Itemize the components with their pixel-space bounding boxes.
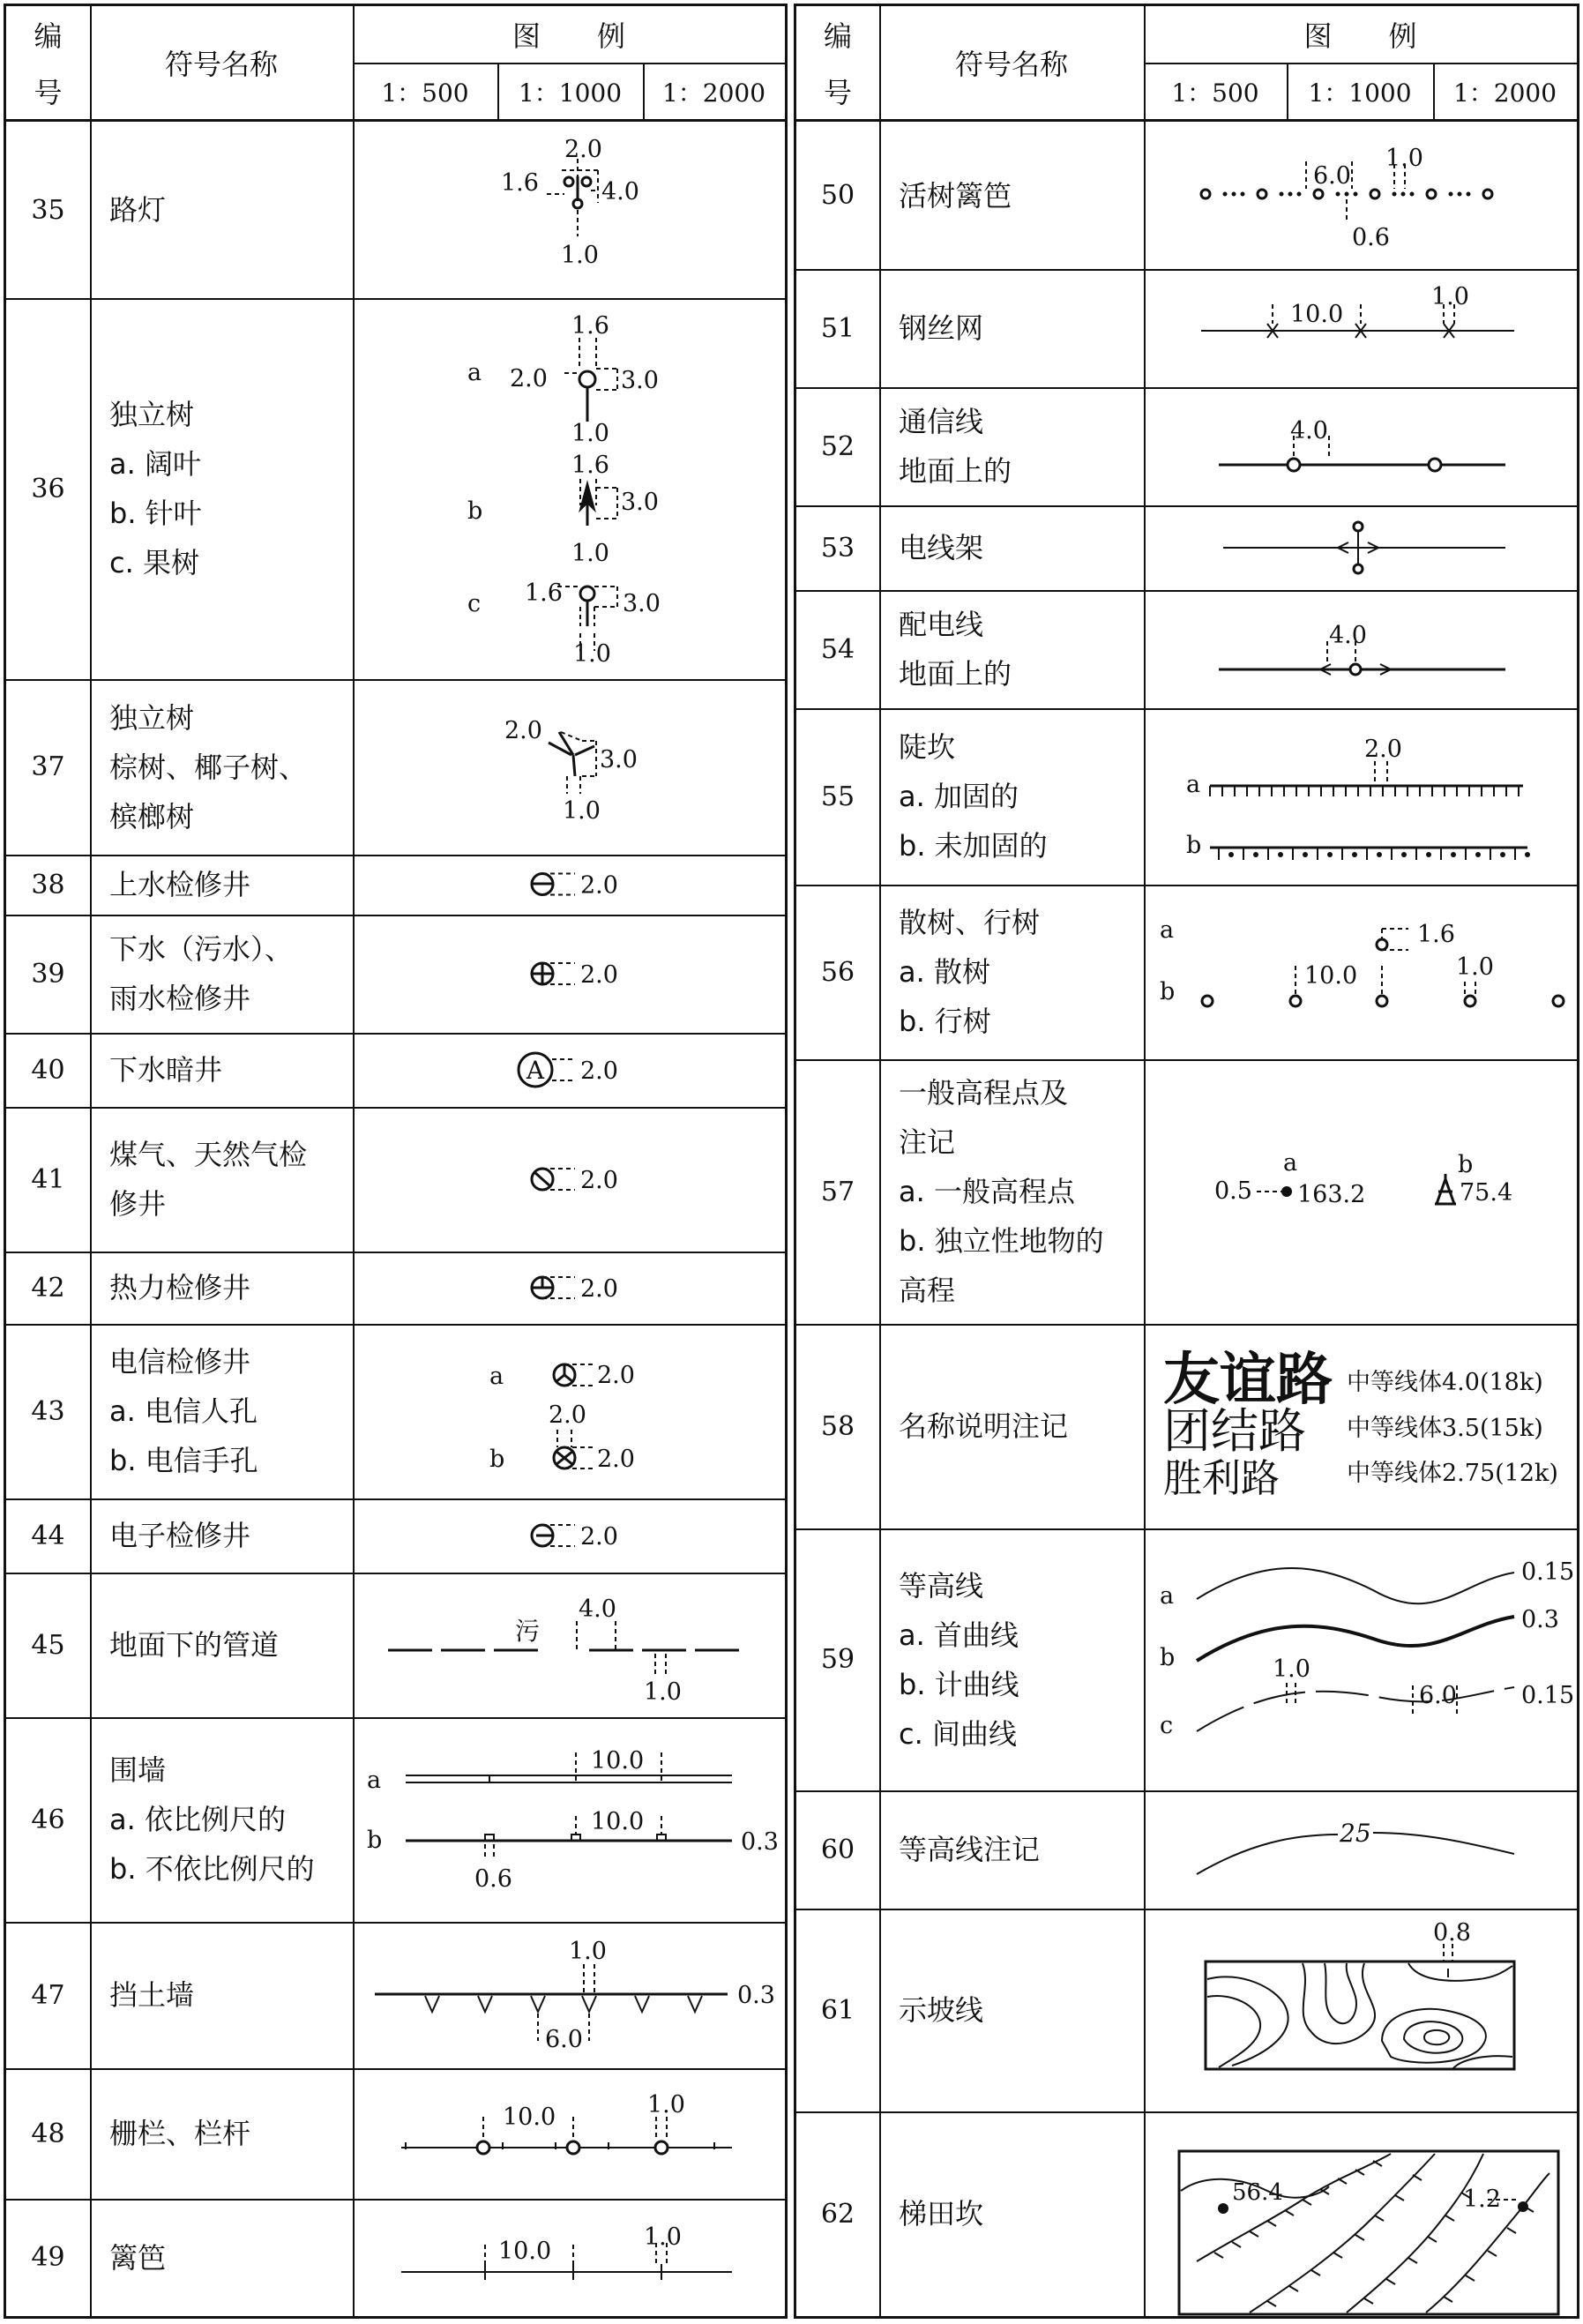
symbol-figure-46 xyxy=(353,1717,785,1922)
row-name-line: a. 电信人孔 xyxy=(109,1394,258,1428)
symbol-svg xyxy=(353,2199,785,2316)
row-name-line: b. 电信手孔 xyxy=(109,1444,258,1477)
symbol-svg xyxy=(1144,387,1577,505)
row-name-line: 名称说明注记 xyxy=(899,1409,1069,1443)
dimension-label: 10.0 xyxy=(1304,962,1358,990)
symbol-figure-58 xyxy=(1144,1324,1577,1528)
row-symbol-name xyxy=(879,505,1144,590)
size-label: 2.0 xyxy=(580,1057,618,1085)
header-symbol-name: 符号名称 xyxy=(954,48,1068,81)
header-number-bottom: 号 xyxy=(34,76,63,109)
dimension-label: 0.3 xyxy=(737,1982,775,2009)
row-name-line: b. 计曲线 xyxy=(899,1667,1019,1701)
symbol-figure-36 xyxy=(353,298,785,679)
annotation-sample: 胜利路 xyxy=(1163,1456,1280,1501)
row-name-line: b. 行树 xyxy=(899,1005,991,1038)
dimension-label: 10.0 xyxy=(1290,301,1344,328)
annotation-desc: 中等线体4.0(18k) xyxy=(1347,1369,1543,1396)
symbol-figure-47 xyxy=(353,1922,785,2068)
dimension-label: 2.0 xyxy=(510,365,548,392)
row-name-line: 下水暗井 xyxy=(109,1053,223,1087)
left-table-header xyxy=(6,6,785,122)
row-name-line: 路灯 xyxy=(109,193,167,227)
header-scale-1000: 1：1000 xyxy=(518,78,623,108)
row-symbol-name xyxy=(90,679,353,855)
row-name-line: a. 阔叶 xyxy=(109,447,201,481)
symbol-svg xyxy=(1144,1790,1577,1909)
symbol-figure-37 xyxy=(353,679,785,855)
row-number: 43 xyxy=(31,1395,65,1427)
row-number: 45 xyxy=(31,1629,65,1661)
row-number: 54 xyxy=(820,633,855,665)
symbol-svg xyxy=(353,1324,785,1498)
symbol-svg xyxy=(1144,1059,1577,1322)
header-scale-2000: 1：2000 xyxy=(661,78,766,108)
row-name-line: b. 不依比例尺的 xyxy=(109,1852,315,1886)
symbol-figure-52 xyxy=(1144,387,1577,505)
dimension-label: 1.0 xyxy=(1431,283,1469,310)
symbol-svg xyxy=(1144,122,1577,269)
symbol-figure-61 xyxy=(1144,1909,1577,2111)
variant-label: a xyxy=(367,1767,382,1794)
size-label: 2.0 xyxy=(597,1362,635,1389)
dimension-label: 0.15 xyxy=(1521,1558,1575,1586)
header-legend: 图 例 xyxy=(1303,19,1417,53)
row-name-line: a. 散树 xyxy=(899,955,990,989)
row-number: 51 xyxy=(820,312,855,344)
row-name-line: 雨水检修井 xyxy=(109,982,251,1015)
dimension-label: 1.0 xyxy=(1456,953,1494,981)
row-symbol-name xyxy=(90,298,353,679)
dimension-label: 1.0 xyxy=(644,2223,682,2251)
variant-label: a xyxy=(1283,1149,1298,1177)
dimension-label: 1.0 xyxy=(561,242,599,269)
dimension-label: 0.5 xyxy=(1214,1177,1252,1205)
row-symbol-name xyxy=(90,1498,353,1573)
row-number: 48 xyxy=(31,2118,65,2149)
symbol-figure-45 xyxy=(353,1573,785,1717)
row-number: 49 xyxy=(31,2242,65,2273)
variant-label: a xyxy=(1160,916,1175,944)
dimension-label: 1.0 xyxy=(563,797,601,825)
row-name-line: 篱笆 xyxy=(109,2240,167,2275)
dimension-label: 1.2 xyxy=(1463,2186,1501,2213)
row-name-line: b. 独立性地物的 xyxy=(899,1224,1104,1258)
row-number: 56 xyxy=(820,956,855,988)
symbol-svg xyxy=(353,1033,785,1107)
dimension-label: 10.0 xyxy=(591,1808,645,1835)
dimension-label: 1.0 xyxy=(1273,1655,1310,1683)
row-symbol-name xyxy=(90,122,353,298)
symbol-figure-56 xyxy=(1144,885,1577,1059)
row-name-line: 棕树、椰子树、 xyxy=(109,750,308,784)
row-symbol-name xyxy=(90,1252,353,1324)
row-name-line: 地面下的管道 xyxy=(109,1628,280,1662)
dimension-label: 3.0 xyxy=(621,489,659,516)
variant-label: a xyxy=(1186,771,1201,798)
symbol-svg xyxy=(353,1252,785,1324)
variant-label: a xyxy=(467,359,482,386)
row-number: 40 xyxy=(31,1054,65,1086)
row-symbol-name xyxy=(90,1324,353,1498)
elevation-value: 163.2 xyxy=(1297,1181,1366,1208)
dimension-label: 1.6 xyxy=(525,579,563,607)
symbol-figure-49 xyxy=(353,2199,785,2316)
symbol-figure-53 xyxy=(1144,505,1577,590)
header-scale-2000: 1：2000 xyxy=(1452,78,1557,108)
row-number: 39 xyxy=(31,958,65,990)
dimension-label: 6.0 xyxy=(1313,162,1351,190)
header-scale-1000: 1：1000 xyxy=(1308,78,1412,108)
row-name-line: 散树、行树 xyxy=(899,906,1041,939)
dimension-label: 1.0 xyxy=(571,420,609,447)
row-symbol-name xyxy=(90,855,353,915)
row-name-line: 独立树 xyxy=(109,398,195,431)
elevation-value: 75.4 xyxy=(1460,1179,1513,1207)
variant-label: b xyxy=(1186,832,1202,859)
row-name-line: 下水（污水）、 xyxy=(109,932,294,966)
row-number: 36 xyxy=(31,473,65,504)
row-number: 52 xyxy=(820,430,855,462)
symbol-svg xyxy=(353,122,785,298)
variant-label: a xyxy=(1160,1582,1175,1610)
dimension-label: 1.0 xyxy=(1385,145,1423,172)
dimension-label: 0.3 xyxy=(1521,1606,1559,1633)
row-name-line: 热力检修井 xyxy=(109,1271,251,1304)
row-name-line: c. 间曲线 xyxy=(899,1716,1017,1751)
variant-label: c xyxy=(467,590,482,617)
dimension-label: 0.8 xyxy=(1433,1919,1471,1947)
row-number: 50 xyxy=(820,180,855,211)
row-name-line: 修井 xyxy=(109,1187,167,1221)
row-name-line: 槟榔树 xyxy=(109,799,195,833)
row-number: 46 xyxy=(31,1804,65,1835)
header-number-top: 编 xyxy=(823,19,852,53)
symbol-svg xyxy=(353,2068,785,2199)
annotation-sample: 友谊路 xyxy=(1163,1347,1333,1413)
row-symbol-name xyxy=(879,1059,1144,1324)
row-symbol-name xyxy=(879,1324,1144,1528)
row-symbol-name xyxy=(879,1528,1144,1790)
symbol-figure-51 xyxy=(1144,269,1577,387)
row-name-line: 通信线 xyxy=(899,405,984,438)
dimension-label: 2.0 xyxy=(504,717,542,744)
row-name-line: 电信检修井 xyxy=(109,1345,251,1379)
row-number: 61 xyxy=(820,1994,855,2026)
row-name-line: a. 一般高程点 xyxy=(899,1175,1075,1208)
size-label: 2.0 xyxy=(580,871,618,900)
header-scale-500: 1：500 xyxy=(381,78,469,108)
symbol-figure-42 xyxy=(353,1252,785,1324)
symbol-svg xyxy=(1144,505,1577,590)
dimension-label: 0.6 xyxy=(474,1865,512,1893)
row-name-line: c. 果树 xyxy=(109,546,199,579)
row-symbol-name xyxy=(879,885,1144,1059)
row-name-line: 独立树 xyxy=(109,700,195,735)
symbol-svg xyxy=(1144,269,1577,387)
row-name-line: 配电线 xyxy=(899,608,984,641)
size-label: 2.0 xyxy=(580,1523,618,1551)
row-name-line: 电线架 xyxy=(899,531,984,564)
row-name-line: 等高线注记 xyxy=(899,1833,1041,1866)
row-number: 55 xyxy=(820,781,855,812)
dimension-label: 3.0 xyxy=(621,367,659,394)
header-number xyxy=(6,6,90,119)
symbol-svg xyxy=(353,679,785,855)
row-symbol-name xyxy=(90,1573,353,1717)
variant-label: b xyxy=(467,497,483,525)
left-table xyxy=(4,4,788,2319)
dimension-label: 6.0 xyxy=(1419,1682,1457,1709)
right-table-header xyxy=(796,6,1577,122)
dimension-label: 4.0 xyxy=(1329,622,1367,649)
row-name-line: 地面上的 xyxy=(899,454,1012,488)
row-symbol-name xyxy=(879,590,1144,708)
header-number-bottom: 号 xyxy=(823,76,852,109)
symbol-figure-60 xyxy=(1144,1790,1577,1909)
row-name-line: a. 依比例尺的 xyxy=(109,1803,286,1836)
row-name-line: 地面上的 xyxy=(899,657,1012,691)
row-name-line: a. 加固的 xyxy=(899,780,1019,813)
symbol-figure-59 xyxy=(1144,1528,1577,1790)
row-name-line: 注记 xyxy=(899,1125,956,1159)
row-symbol-name xyxy=(879,122,1144,269)
pipe-label: 污 xyxy=(515,1617,541,1646)
dimension-label: 2.0 xyxy=(564,136,602,163)
row-name-line: b. 针叶 xyxy=(109,497,202,530)
size-label: 2.0 xyxy=(597,1446,635,1473)
row-name-line: 挡土墙 xyxy=(109,1978,195,2012)
dimension-label: 10.0 xyxy=(591,1747,645,1775)
row-name-line: 围墙 xyxy=(109,1753,167,1787)
dimension-label: 1.6 xyxy=(1417,921,1455,948)
dimension-label: 0.3 xyxy=(741,1828,779,1856)
dimension-label: 0.15 xyxy=(1521,1682,1575,1709)
dimension-label: 10.0 xyxy=(503,2104,556,2131)
dimension-label: 2.0 xyxy=(549,1401,586,1429)
symbol-figure-41 xyxy=(353,1107,785,1252)
symbol-svg xyxy=(353,1573,785,1717)
row-name-line: 等高线 xyxy=(899,1568,984,1603)
symbol-svg xyxy=(1144,1909,1577,2111)
row-number: 59 xyxy=(820,1644,855,1675)
symbol-figure-39 xyxy=(353,915,785,1033)
row-number: 47 xyxy=(31,1979,65,2011)
row-name-line: 一般高程点及 xyxy=(899,1076,1069,1110)
row-symbol-name xyxy=(879,708,1144,885)
variant-label: c xyxy=(1160,1712,1174,1739)
row-symbol-name xyxy=(90,1107,353,1252)
header-number xyxy=(796,6,879,119)
row-symbol-name xyxy=(879,2111,1144,2316)
row-number: 60 xyxy=(820,1834,855,1865)
dimension-label: 10.0 xyxy=(498,2238,552,2265)
dimension-label: 1.0 xyxy=(644,1678,682,1706)
variant-label: b xyxy=(1458,1151,1474,1178)
symbol-figure-48 xyxy=(353,2068,785,2199)
row-symbol-name xyxy=(879,1909,1144,2111)
symbol-figure-43 xyxy=(353,1324,785,1498)
row-symbol-name xyxy=(90,2068,353,2199)
symbol-svg xyxy=(1144,885,1577,1059)
row-symbol-name xyxy=(879,1790,1144,1909)
row-name-line: 高程 xyxy=(899,1274,956,1307)
dimension-label: 4.0 xyxy=(1290,417,1328,445)
row-name-line: 栅栏、栏杆 xyxy=(109,2117,251,2150)
symbol-svg xyxy=(1144,590,1577,708)
dimension-label: 4.0 xyxy=(601,178,639,205)
symbol-svg xyxy=(1144,1324,1577,1527)
row-number: 37 xyxy=(31,751,65,782)
header-number-top: 编 xyxy=(34,19,63,53)
variant-label: b xyxy=(1160,978,1176,1005)
row-number: 38 xyxy=(31,869,65,900)
right-table xyxy=(794,4,1579,2319)
header-scale-500: 1：500 xyxy=(1171,78,1259,108)
symbol-svg xyxy=(353,1717,785,1920)
row-name-line: 陡坎 xyxy=(899,730,956,764)
elevation-value: 56.4 xyxy=(1232,2179,1283,2206)
dimension-label: 0.6 xyxy=(1352,224,1390,251)
annotation-sample: 团结路 xyxy=(1163,1403,1306,1459)
row-symbol-name xyxy=(90,1033,353,1107)
symbol-figure-38 xyxy=(353,855,785,915)
row-name-line: a. 首曲线 xyxy=(899,1618,1019,1652)
row-name-line: 活树篱笆 xyxy=(899,178,1012,213)
size-label: 2.0 xyxy=(580,1275,618,1303)
row-name-line: 示坡线 xyxy=(899,1993,984,2027)
symbol-svg xyxy=(1144,1528,1577,1790)
symbol-figure-57 xyxy=(1144,1059,1577,1324)
dimension-label: 4.0 xyxy=(579,1595,616,1623)
dimension-label: 1.0 xyxy=(573,640,611,668)
dimension-label: 3.0 xyxy=(623,590,661,617)
row-name-line: 钢丝网 xyxy=(899,311,984,345)
row-name-line: 上水检修井 xyxy=(109,868,251,901)
contour-label: 25 xyxy=(1340,1819,1371,1848)
symbol-svg xyxy=(1144,708,1577,885)
symbol-svg xyxy=(353,1498,785,1573)
dimension-label: 1.0 xyxy=(569,1938,607,1965)
row-name-line: 梯田坎 xyxy=(899,2197,984,2231)
size-label: 2.0 xyxy=(580,1167,618,1194)
row-symbol-name xyxy=(90,915,353,1033)
header-symbol-name: 符号名称 xyxy=(164,48,278,81)
dimension-label: 6.0 xyxy=(545,2026,583,2053)
dimension-label: 3.0 xyxy=(600,746,638,773)
symbol-figure-44 xyxy=(353,1498,785,1573)
symbol-figure-55 xyxy=(1144,708,1577,885)
dimension-label: 1.6 xyxy=(571,452,609,479)
row-number: 53 xyxy=(820,532,855,564)
row-number: 41 xyxy=(31,1163,65,1195)
variant-label: a xyxy=(489,1363,504,1390)
symbol-svg xyxy=(353,1922,785,2068)
symbol-svg xyxy=(353,915,785,1033)
row-symbol-name xyxy=(879,387,1144,505)
size-label: 2.0 xyxy=(580,961,618,989)
row-number: 57 xyxy=(820,1176,855,1207)
dimension-label: 2.0 xyxy=(1364,736,1402,763)
symbol-figure-35 xyxy=(353,122,785,298)
dimension-label: 1.6 xyxy=(501,169,539,197)
row-name-line: 煤气、天然气检 xyxy=(109,1138,308,1171)
dimension-label: 1.0 xyxy=(571,540,609,567)
row-number: 62 xyxy=(820,2198,855,2230)
row-symbol-name xyxy=(90,1922,353,2068)
symbol-svg xyxy=(1144,2111,1577,2316)
row-name-line: 电子检修井 xyxy=(109,1519,251,1552)
annotation-desc: 中等线体3.5(15k) xyxy=(1347,1415,1543,1442)
annotation-desc: 中等线体2.75(12k) xyxy=(1347,1460,1558,1487)
symbol-figure-50 xyxy=(1144,122,1577,269)
symbol-figure-54 xyxy=(1144,590,1577,708)
symbol-svg xyxy=(353,298,785,679)
row-name-line: b. 未加固的 xyxy=(899,829,1048,863)
row-number: 42 xyxy=(31,1272,65,1304)
dimension-label: 1.0 xyxy=(647,2091,685,2119)
dimension-label: 1.6 xyxy=(571,312,609,340)
manhole-letter: A xyxy=(526,1056,545,1085)
row-symbol-name xyxy=(90,2199,353,2316)
symbol-svg xyxy=(353,855,785,914)
symbol-figure-40 xyxy=(353,1033,785,1107)
header-legend: 图 例 xyxy=(511,19,625,53)
row-symbol-name xyxy=(90,1717,353,1922)
symbol-figure-62 xyxy=(1144,2111,1577,2316)
row-number: 44 xyxy=(31,1520,65,1551)
row-symbol-name xyxy=(879,269,1144,387)
row-number: 58 xyxy=(820,1410,855,1442)
variant-label: b xyxy=(1160,1644,1176,1671)
variant-label: b xyxy=(489,1446,505,1473)
symbol-svg xyxy=(353,1107,785,1252)
variant-label: b xyxy=(367,1827,383,1854)
row-number: 35 xyxy=(31,194,65,226)
